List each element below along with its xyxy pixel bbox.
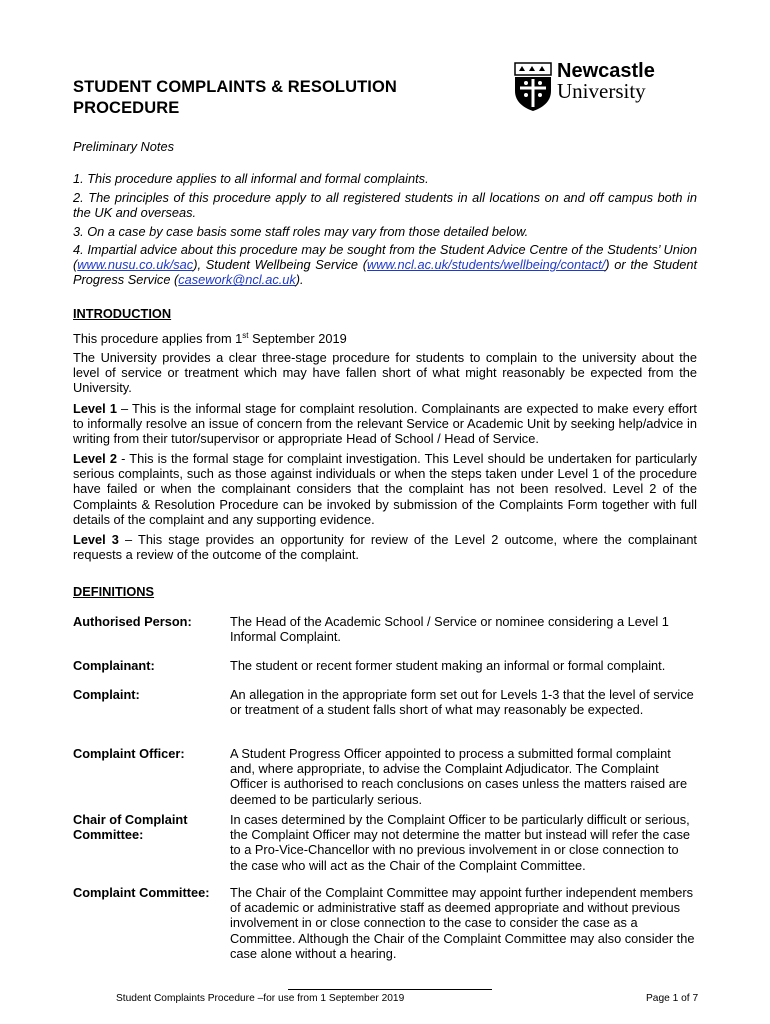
- definition-term: Complaint Committee:: [73, 885, 210, 900]
- preliminary-note-1: 1. This procedure applies to all informal and formal complaints.: [73, 171, 429, 186]
- definition-text: In cases determined by the Complaint Officer to be particularly difficult or serious, the Complaint Officer may not determine the matter but instead will refer the case to a Pro-Vice-Chancellor with no previous involvement in or close connection to the case who will act as the Chair of the Complaint Committee.: [230, 812, 690, 873]
- definition-term: Complaint:: [73, 687, 140, 702]
- level-3-paragraph: [73, 532, 697, 562]
- preliminary-heading: Preliminary Notes: [73, 139, 174, 154]
- note4-text-a: 4. Impartial advice about this procedure may be sought from the Student Advice Centre of the Students’ Union (: [73, 242, 697, 273]
- definition-text: A Student Progress Officer appointed to process a submitted formal complaint and, where appropriate, to advise the Complaint Adjudicator. The Complaint Officer is authorised to reach conclusions on cases unless the matters raised are deemed to be particularly serious.: [230, 746, 688, 807]
- crest-icon: [514, 62, 552, 112]
- definition-term: Authorised Person:: [73, 614, 192, 629]
- definition-text: The Head of the Academic School / Service or nominee considering a Level 1 Informal Complaint.: [230, 614, 669, 645]
- preliminary-note-3: 3. On a case by case basis some staff roles may vary from those detailed below.: [73, 224, 529, 239]
- applies-from: [73, 328, 697, 346]
- intro-paragraph: The University provides a clear three-stage procedure for students to complain to the university about the level of service or treatment which may have fallen short of what might reasonably be expected from the University.: [73, 350, 697, 396]
- definition-text: The Chair of the Complaint Committee may appoint further independent members of academic or administrative staff as deemed appropriate and without previous involvement in or close connection to the case to consider the case as a Committee. Although the Chair of the Complaint Committee may also consider the case alone without a hearing.: [230, 885, 695, 961]
- level-2-text: - This is the formal stage for complaint investigation. This Level should be undertaken for particularly serious complaints, such as those against individuals or when the steps taken under Level 1 of the procedure have failed or when the complainant considers that the complaint has not been resolved. Level 2 of the Complaints & Resolution Procedure can be invoked by submission of the Complaints Form together with full details of the complaint and any supporting evidence.: [73, 451, 697, 527]
- level-2-label: Level 2: [73, 451, 117, 466]
- introduction-heading: INTRODUCTION: [73, 306, 172, 321]
- level-3-text: – This stage provides an opportunity for review of the Level 2 outcome, where the complainant requests a review of the outcome of the complaint.: [73, 532, 697, 563]
- applies-text-b: September 2019: [248, 331, 347, 346]
- level-1-label: Level 1: [73, 401, 117, 416]
- logo-university: University: [557, 79, 646, 103]
- logo-newcastle: Newcastle: [557, 60, 655, 82]
- title-line-2: PROCEDURE: [73, 99, 180, 117]
- preliminary-note-4: [73, 242, 697, 288]
- level-2-paragraph: [73, 451, 697, 527]
- title-line-1: STUDENT COMPLAINTS & RESOLUTION: [73, 78, 397, 96]
- definition-text: An allegation in the appropriate form set out for Levels 1-3 that the level of service or treatment of a student falls short of what may reasonably be expected.: [230, 687, 694, 718]
- footer-document-title: Student Complaints Procedure –for use from 1 September 2019: [116, 993, 405, 1004]
- nusu-sac-link[interactable]: www.nusu.co.uk/sac: [77, 257, 194, 273]
- note4-text-c: ) or the Student Progress Service (: [73, 257, 698, 288]
- definition-term: Complainant:: [73, 658, 155, 673]
- level-1-paragraph: [73, 401, 697, 447]
- level-3-label: Level 3: [73, 532, 119, 547]
- preliminary-note-2: 2. The principles of this procedure apply to all registered students in all locations on and off campus both in the UK and overseas.: [73, 190, 697, 221]
- level-1-text: – This is the informal stage for complaint resolution. Complainants are expected to make every effort to informally resolve an issue of concern from the relevant Service or Academic Unit by seeking help/advice in writing from their tutor/supervisor or appropriate Head of School / Head of Service.: [73, 401, 697, 447]
- definition-term: Complaint Officer:: [73, 746, 185, 761]
- note4-text-b: ), Student Wellbeing Service (: [193, 257, 367, 273]
- page-title: [73, 77, 397, 119]
- definition-term: Chair of Complaint Committee:: [73, 812, 188, 843]
- footer-page-number: Page 1 of 7: [646, 993, 699, 1004]
- footer-divider: [288, 989, 492, 990]
- university-logo: [514, 60, 674, 110]
- applies-sup: st: [242, 331, 249, 340]
- note4-text-d: ).: [295, 272, 304, 288]
- casework-email-link[interactable]: casework@ncl.ac.uk: [178, 272, 296, 288]
- applies-text-a: This procedure applies from 1: [73, 331, 243, 346]
- definitions-heading: DEFINITIONS: [73, 584, 155, 599]
- wellbeing-link[interactable]: www.ncl.ac.uk/students/wellbeing/contact/: [366, 257, 606, 273]
- definition-text: The student or recent former student making an informal or formal complaint.: [230, 658, 666, 673]
